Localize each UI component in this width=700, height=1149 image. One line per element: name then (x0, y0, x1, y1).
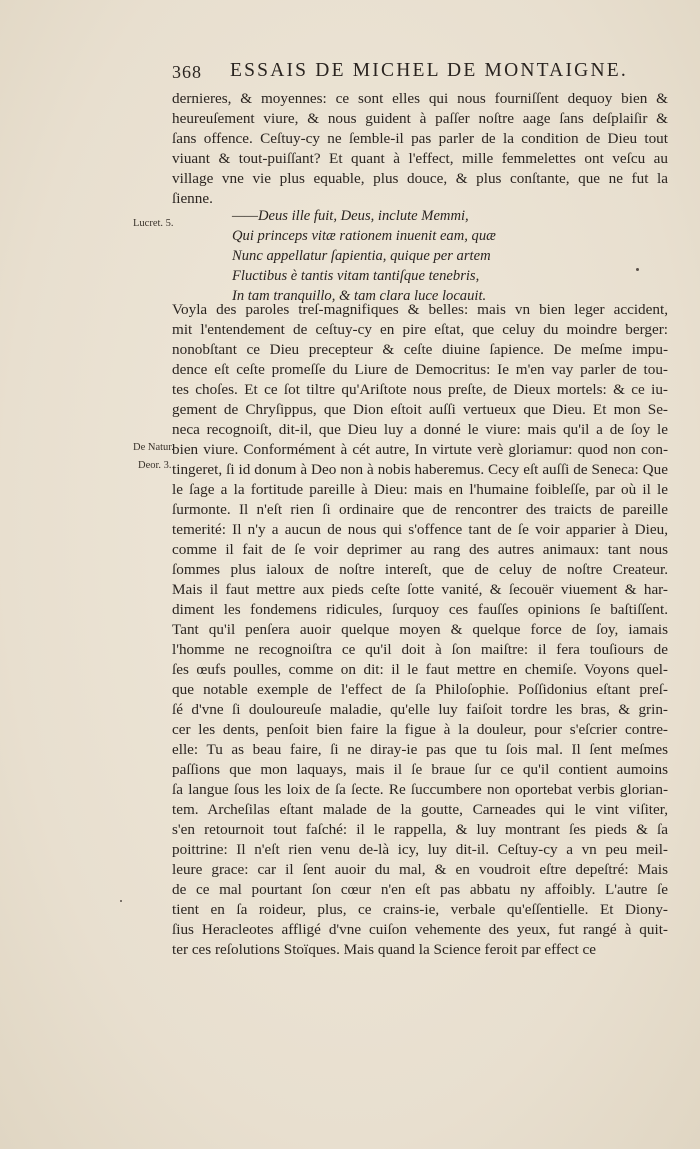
text-line: viuant & tout-puiſſant? Et quant à l'effect, mille femmelettes ont veſcu au (172, 150, 668, 167)
page-number: 368 (172, 62, 202, 82)
text-line: cer les dents, penſoit bien faire la figue à la douleur, pour s'eſcrier contre- (172, 721, 668, 738)
text-line: ſienne. (172, 190, 213, 207)
running-title: ESSAIS DE MICHEL DE MONTAIGNE. (230, 60, 628, 81)
text-line: poittrine: Il n'eſt rien venu de-là icy, luy dit-il. Ceſtuy-cy a vn peu meil- (172, 841, 668, 858)
text-line: mit l'entendement de ceſtuy-cy en pire eſtat, que celuy du moindre berger: (172, 321, 668, 338)
verse-line: Qui princeps vitæ rationem inuenit eam, quæ (232, 228, 496, 244)
text-line: neca recognoiſt, dit-il, que Dieu luy a donné le viure: mais qu'il a de ſoy le (172, 421, 668, 438)
text-line: bien viure. Conformément à cét autre, In virtute verè gloriamur: quod non con- (172, 441, 668, 458)
text-line: de ce mal pourtant ſon cœur n'en eſt pas abbatu ny affoibly. L'autre ſe (172, 881, 668, 898)
text-line: ter ces reſolutions Stoïques. Mais quand la Science feroit par effect ce (172, 941, 596, 958)
paper-speck (120, 900, 122, 902)
verse-line: ——Deus ille fuit, Deus, inclute Memmi, (232, 208, 469, 224)
text-line: le ſage a la fortitude pareille à Dieu: mais en l'humaine foibleſſe, par où il le (172, 481, 668, 498)
text-line: ſes œufs poulles, comme on dit: il le faut mettre en chemiſe. Voyons quel- (172, 661, 668, 678)
text-line: ſans offence. Ceſtuy-cy ne ſemble-il pas parler de la condition de Dieu tout (172, 130, 668, 147)
margin-note-lucretius: Lucret. 5. (133, 218, 174, 229)
paragraph-2 (172, 300, 668, 960)
text-line: ſius Heracleotes affligé d'vne cuiſon vehemente des yeux, fut rangé à quit- (172, 921, 668, 938)
text-line: comme il fait de ſe voir deprimer au rang des autres animaux: tant nous (172, 541, 668, 558)
text-line: diment les fondemens ridicules, ſurquoy ces fauſſes opinions ſe baſtiſſent. (172, 601, 668, 618)
text-line: paſſions que mon laquays, mais il ſe braue ſur ce qu'il contient aumoins (172, 761, 668, 778)
verse-line: In tam tranquillo, & tam clara luce locauit. (232, 288, 487, 304)
text-line: village vne vie plus equable, plus douce, & plus conſtante, que ne fut la (172, 170, 668, 187)
text-line: tient en ſa roideur, plus, ce crains-ie, verbale qu'eſſentielle. Et Diony- (172, 901, 668, 918)
paragraph-1 (172, 89, 668, 209)
text-line: ſa langue ſous les loix de ſa ſecte. Re ſuccumbere non oportebat verbis glorian- (172, 781, 668, 798)
verse-line: Nunc appellatur ſapientia, quique per artem (232, 248, 491, 264)
text-line: leure grace: car il ſent auoir du mal, & en voudroit eſtre depeſtré: Mais (172, 861, 668, 878)
text-line: tingeret, ſi id donum à Deo non à nobis haberemus. Cecy eſt auſſi de Seneca: Que (172, 461, 668, 478)
text-line: Tant qu'il penſera auoir quelque moyen & quelque force de ſoy, iamais (172, 621, 668, 638)
text-line: ſurmonte. Il n'eſt rien ſi ordinaire que de rencontrer des traicts de pareille (172, 501, 668, 518)
page-header (172, 62, 642, 86)
text-line: heureuſement viure, & nous guident à paſſer noſtre aage ſans deſplaiſir & (172, 110, 668, 127)
text-line: ſé d'vne ſi douloureuſe maladie, qu'elle luy faiſoit tordre les bras, & grin- (172, 701, 668, 718)
text-line: dence eſt ceſte promeſſe du Liure de Democritus: Ie m'en vay parler de tou- (172, 361, 668, 378)
text-line: tem. Archeſilas eſtant malade de la goutte, Carneades qui le vint viſiter, (172, 801, 668, 818)
latin-verse-quote (232, 206, 562, 306)
text-line: nonobſtant ce Dieu precepteur & ceſte diuine ſapience. De meſme impu- (172, 341, 668, 358)
text-line: gement de Chryſippus, que Dion eſtoit auſſi vertueux que Dieu. Et mon Se- (172, 401, 668, 418)
text-line: ſommes plus ialoux de noſtre intereſt, que de celuy de noſtre Createur. (172, 561, 668, 578)
text-line: temerité: Il n'y a aucun de nous qui s'offence tant de ſe voir apparier à Dieu, (172, 521, 668, 538)
verse-line: Fluctibus è tantis vitam tantiſque tenebris, (232, 268, 480, 284)
text-line: elle: Tu as beau faire, ſi ne diray-ie pas que tu ſois mal. Il ſent meſmes (172, 741, 668, 758)
text-line: Mais il faut mettre aux pieds ceſte ſotte vanité, & ſecouër viuement & har- (172, 581, 668, 598)
text-line: tes choſes. Et ce ſot tiltre qu'Ariſtote nous preſte, de Dieux mortels: & ce iu- (172, 381, 668, 398)
text-line: s'en retournoit tout faſché: il le rappella, & luy montrant ſes pieds & ſa (172, 821, 668, 838)
text-line: que notable exemple de l'effect de ſa Philoſophie. Poſſidonius eſtant preſ- (172, 681, 668, 698)
text-line: Voyla des paroles treſ-magnifiques & belles: mais vn bien leger accident, (172, 301, 668, 318)
margin-note-deor: Deor. 3. (138, 460, 172, 471)
paper-speck (636, 268, 639, 271)
text-line: dernieres, & moyennes: ce sont elles qui nous fourniſſent dequoy bien & (172, 90, 668, 107)
margin-note-de-natur: De Natur. (133, 442, 174, 453)
text-line: l'homme ne recognoiſtra ce qu'il doit à ſon maiſtre: il fera touſiours de (172, 641, 668, 658)
